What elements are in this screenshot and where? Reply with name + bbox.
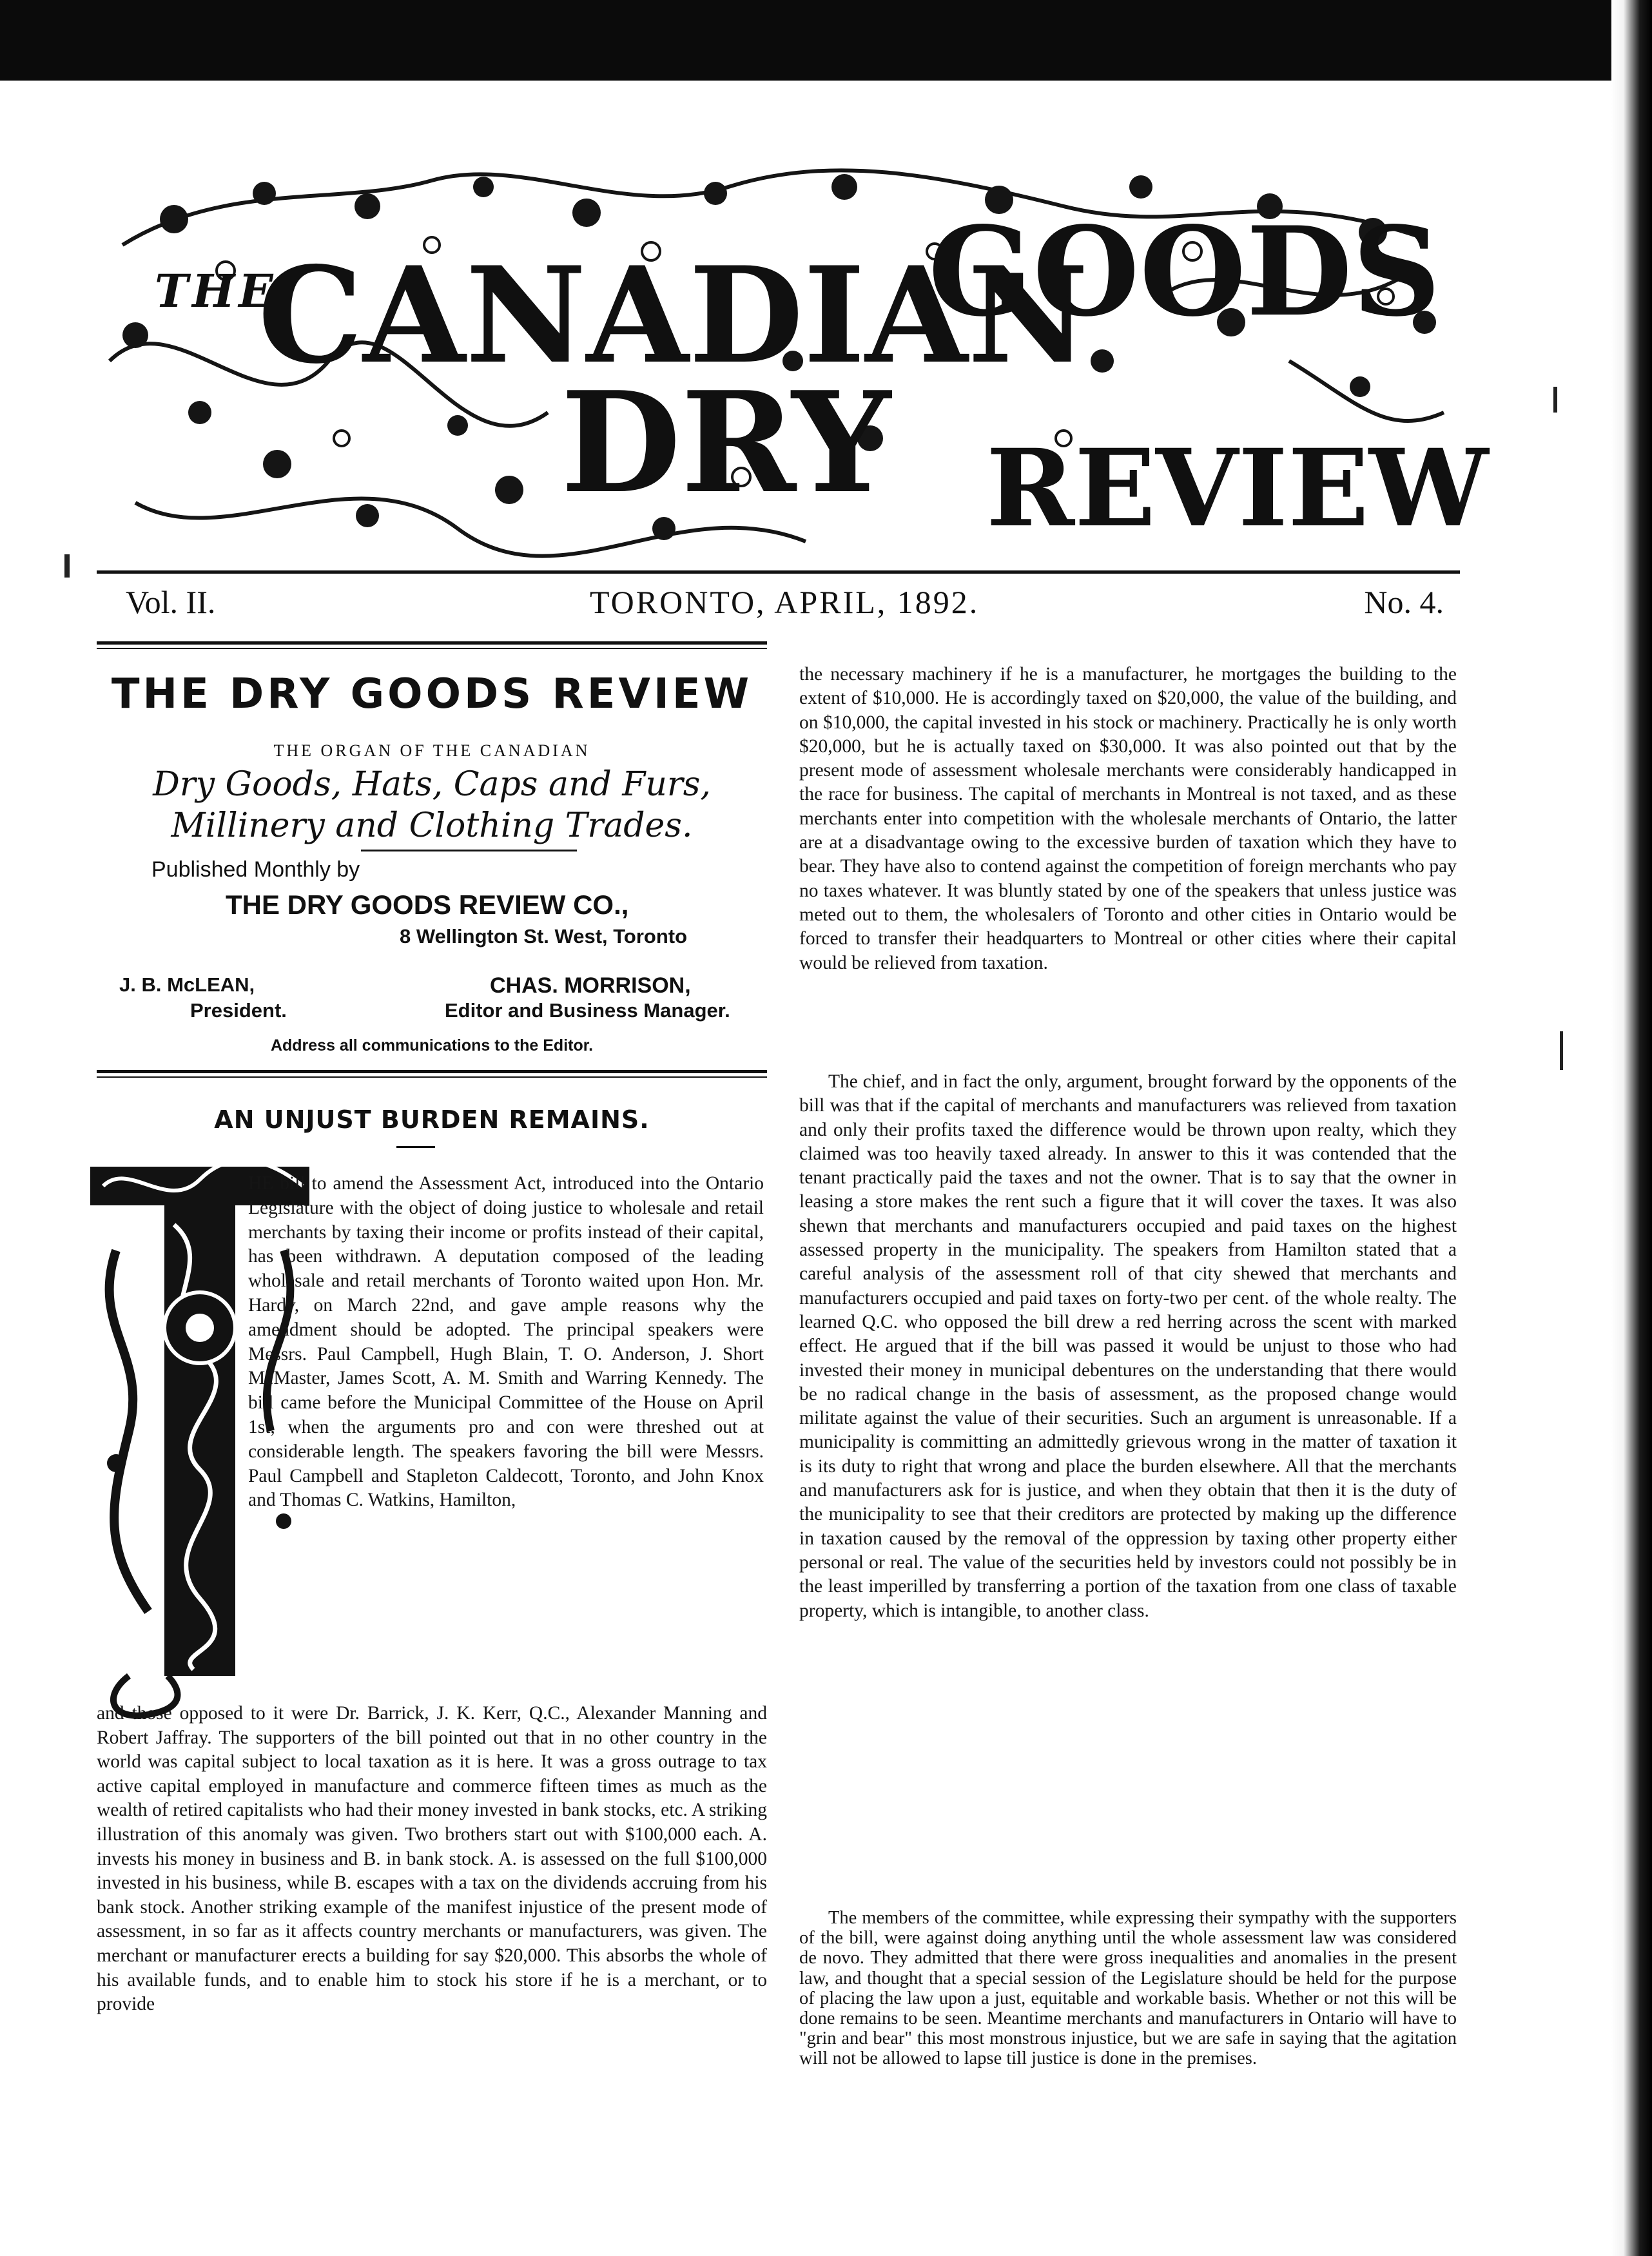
article-paragraph-1: HE bill to amend the Assessment Act, introduced into the Ontario Legislature with the object of doing justice to wholesale and retail merchants by taxing their income or profits instead of their capital, has been withdrawn. A deputation composed of the leading wholesale and retail merchants of Toronto waited upon Hon. Mr. Hardy, on March 22nd, and gave ample reasons why the amendment should be adopted. The principal speakers were Messrs. Paul Campbell, Hugh Blain, T. O. Anderson, J. Short McMaster, James Scott, A. M. Smith and Warring Kennedy. The bill came before the Municipal Committee of the House on April 1st, when the arguments pro and con were threshed out at considerable length. The speakers favoring the bill were Messrs. Paul Campbell and Stapleton Caldecott, Toronto, and John Knox and Thomas C. Watkins, Hamilton, — [248, 1173, 764, 1511]
issue-number: No. 4. — [1364, 584, 1444, 620]
masthead-goods: GOODS — [928, 200, 1441, 344]
trades-line: Dry Goods, Hats, Caps and Furs, Millinery and Clothing Trades. — [153, 765, 711, 845]
volume-label: Vol. II. — [126, 584, 216, 620]
issue-rule-bottom — [97, 648, 767, 649]
issue-rule-top — [97, 641, 767, 645]
editor-role: Editor and Business Manager. — [445, 999, 730, 1022]
company-name: THE DRY GOODS REVIEW CO., — [226, 890, 629, 920]
masthead-the: THE — [155, 264, 277, 318]
article-paragraph-right-3: The members of the committee, while expressing their sympathy with the supporters of the bill, were against doing anything until the whole assessment law was considered de novo. They admitted that there were gross inequalities and anomalies in the present law, and thought that a special session of the Legislature should be held for the purpose of placing the law upon a just, equitable and workable basis. Whether or not this will be done remains to be seen. Meantime merchants and manufacturers in Ontario will have to "grin and bear" this most monstrous injustice, but we are safe in saying that the agitation will not be allowed to lapse till justice is done in the premises. — [799, 1908, 1457, 2069]
scan-speck — [1560, 1031, 1563, 1070]
organ-line: THE ORGAN OF THE CANADIAN — [273, 741, 590, 760]
masthead — [97, 168, 1489, 567]
masthead-rule — [97, 570, 1460, 574]
publisher-divider — [361, 850, 577, 851]
scan-speck — [64, 554, 70, 578]
address-note: Address all communications to the Editor. — [270, 1036, 594, 1055]
president-name: J. B. McLEAN, — [119, 973, 255, 996]
article-paragraph-right-1: the necessary machinery if he is a manufacturer, he mortgages the building to the extent of $10,000. He is accordingly taxed on $20,000, the value of the building, and on $10,000, the capital invested in his stock or machinery. Practically he is only worth $20,000, but he is actually taxed on $30,000. It was also pointed out that by the present mode of assessment wholesale merchants were considerably handicapped in the race for business. The capital of merchants in Montreal is not taxed, and as these merchants enter into competition with the wholesale merchants of Ontario, the latter are at a disadvantage owing to the excessive burden of taxation which they have to bear. They have also to contend against the competition of foreign merchants who pay no taxes whatever. It was bluntly stated by one of the speakers that unless justice was meted out to them, the wholesalers of Toronto and other cities in Ontario would be forced to transfer their headquarters to Montreal or other cities where their capital would be relieved from taxation. — [799, 664, 1457, 973]
editor-name: CHAS. MORRISON, — [490, 973, 691, 998]
company-address: 8 Wellington St. West, Toronto — [400, 925, 688, 948]
scan-speck — [1553, 387, 1557, 413]
dateline: TORONTO, APRIL, 1892. — [590, 584, 980, 620]
masthead-canadian: CANADIAN — [258, 238, 1089, 393]
headline-divider — [396, 1146, 435, 1148]
masthead-review: REVIEW — [986, 425, 1489, 550]
header-rule-top — [97, 1070, 767, 1073]
article-paragraph-right-2: The chief, and in fact the only, argument, brought forward by the opponents of the bill was that if the capital of merchants and manufacturers was relieved from taxation and only their profits taxed the difference would be thrown upon realty, which they claimed was too heavily taxed already. In answer to this it was contended that the tenant practically paid the taxes and not the owner. That is to say that the owner in leasing a store makes the rent such a figure that it will cover the taxes. It was also shewn that merchants and manufacturers occupied and paid taxes on the highest assessed property in the municipality. The speakers from Hamilton stated that a careful analysis of the assessment roll of that city shewed that merchants and manufacturers occupied and paid taxes on forty-two per cent. of the whole realty. The learned Q.C. who opposed the bill drew a red herring across the scent with marked effect. He argued that if the bill was passed it would be unjust to those who had invested their money in municipal debentures on the understanding that there would be no radical change in the basis of assessment, as the proposed change would militate against the value of their securities. Such an argument is unreasonable. If a municipality is committing an admittedly grievous wrong in the matter of taxation it is its duty to right that wrong and place the burden elsewhere. All that the merchants and manufacturers ask for is justice, and when they obtain that then it is the duty of the municipality to see that their creditors are protected by making up the difference in taxation caused by the removal of the oppression by taxing other property either personal or real. The value of the securities held by investors could not possibly be in the least imperilled by transferring a portion of the taxation from one class of taxable property, which is intangible, to another class. — [799, 1071, 1457, 1621]
masthead-dry: DRY — [561, 361, 891, 524]
president-role: President. — [190, 999, 287, 1022]
issue-line — [110, 583, 1457, 628]
header-rule-bottom — [97, 1076, 767, 1078]
scan-top-border — [0, 0, 1652, 81]
published-monthly: Published Monthly by — [151, 857, 360, 882]
paper-title: THE DRY GOODS REVIEW — [111, 670, 753, 718]
article-headline: AN UNJUST BURDEN REMAINS. — [214, 1105, 650, 1134]
article-paragraph-1-continued: and those opposed to it were Dr. Barrick, J. K. Kerr, Q.C., Alexander Manning and Robert Jaffray. The supporters of the bill pointed out that in no other country in the world was capital subject to local taxation as it is here. It was a gross outrage to tax active capital employed in manufacture and commerce fifteen times as much as the wealth of retired capitalists who had their money invested in bank stocks, etc. A striking illustration of this anomaly was given. Two brothers start out with $100,000 each. A. invests his money in business and B. in bank stock. A. is assessed on the full $100,000 invested in his business, while B. escapes with a tax on the dividends accruing from his bank stock. Another striking example of the manifest injustice of the present mode of assessment, in so far as it affects country merchants or manufacturers, was given. The merchant or manufacturer erects a building for say $20,000. This absorbs the whole of his available funds, and to enable him to stock his store if he is a merchant, or to provide — [97, 1703, 767, 2015]
scan-right-edge — [1611, 0, 1652, 2256]
